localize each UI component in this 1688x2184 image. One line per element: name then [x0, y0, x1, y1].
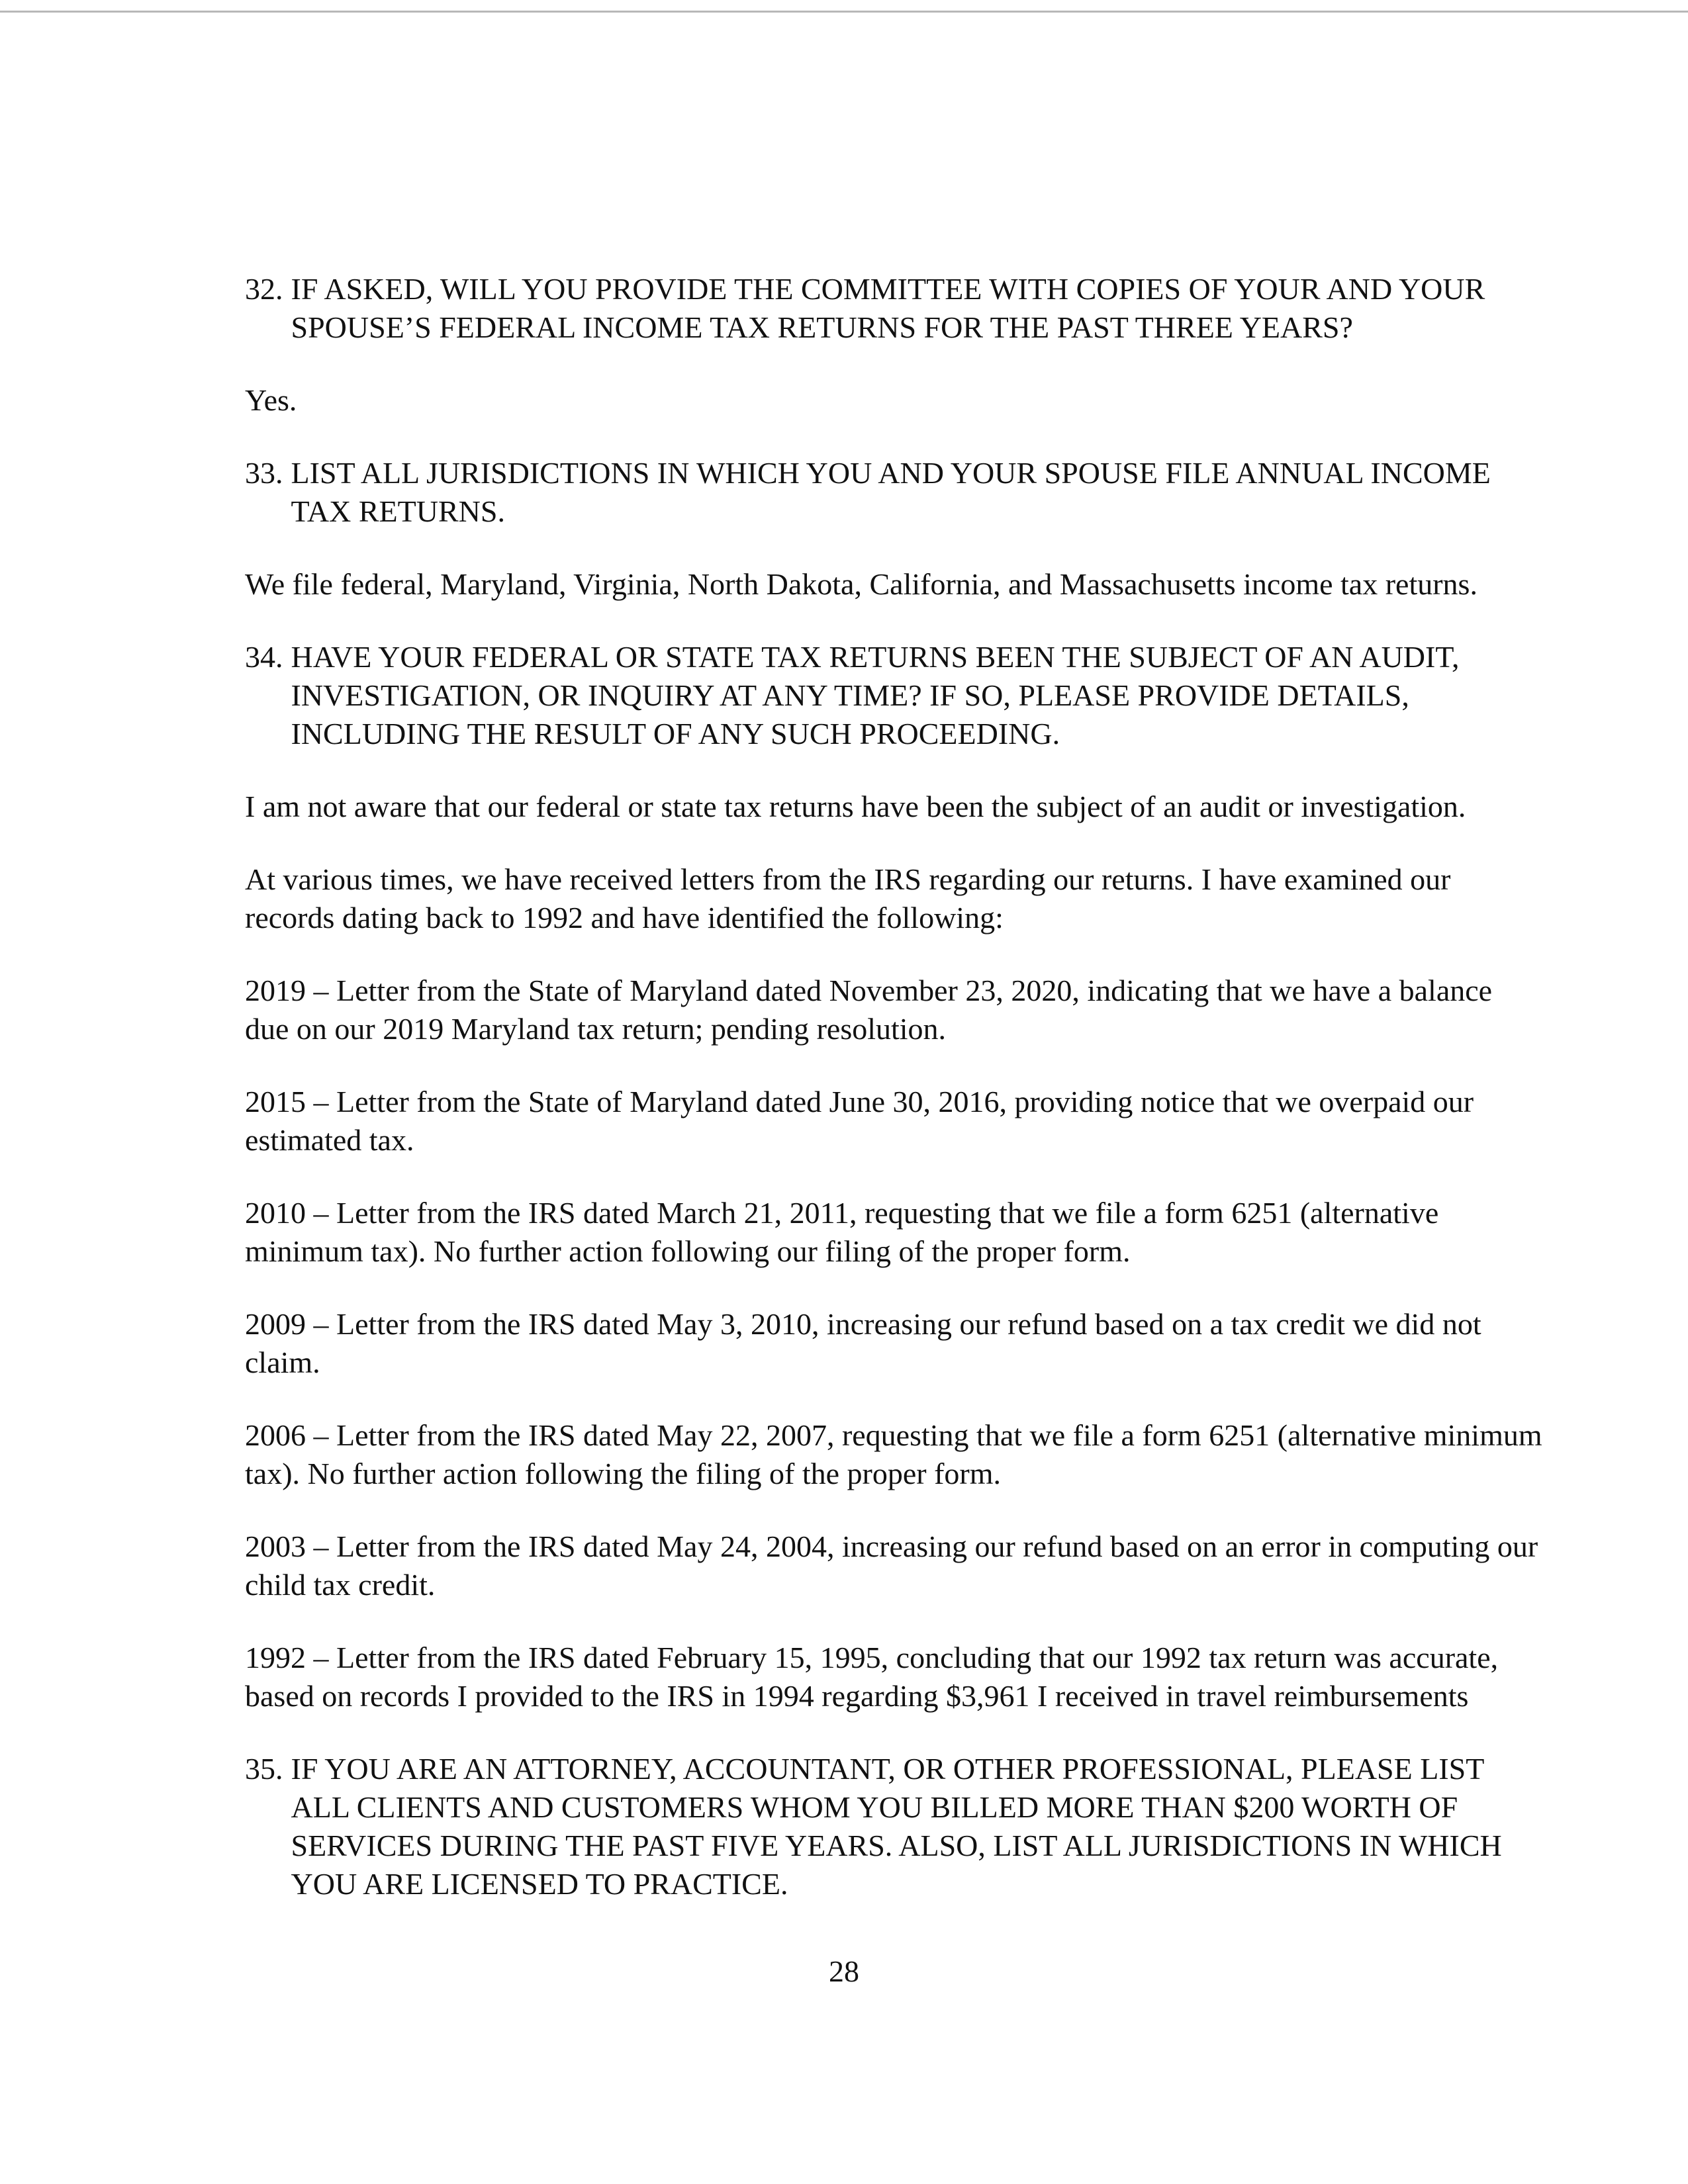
top-scan-rule [0, 11, 1688, 13]
page-number: 28 [829, 1954, 859, 1988]
question-number: 32. [245, 272, 283, 306]
question-33 [245, 454, 1542, 531]
letter-entry-2003: 2003 – Letter from the IRS dated May 24, 2004, increasing our refund based on an error in computing our child tax credit. [245, 1529, 1538, 1602]
letter-entry-1992: 1992 – Letter from the IRS dated February 15, 1995, concluding that our 1992 tax return was accurate, based on records I provided to the IRS in 1994 regarding $3,961 I received in travel reimbursements [245, 1641, 1499, 1713]
letter-entry-2006: 2006 – Letter from the IRS dated May 22, 2007, requesting that we file a form 6251 (alternative minimum tax). No further action following the filing of the proper form. [245, 1418, 1542, 1490]
letter-entry-2009: 2009 – Letter from the IRS dated May 3, 2010, increasing our refund based on a tax credit we did not claim. [245, 1307, 1481, 1379]
letter-entry-2010: 2010 – Letter from the IRS dated March 21, 2011, requesting that we file a form 6251 (alternative minimum tax). No further action following our filing of the proper form. [245, 1196, 1439, 1268]
question-text: IF ASKED, WILL YOU PROVIDE THE COMMITTEE WITH COPIES OF YOUR AND YOUR SPOUSE’S FEDERAL INCOME TAX RETURNS FOR THE PAST THREE YEARS? [291, 272, 1485, 344]
letter-entry-2015: 2015 – Letter from the State of Maryland dated June 30, 2016, providing notice that we overpaid our estimated tax. [245, 1085, 1474, 1157]
letter-entry-2019: 2019 – Letter from the State of Maryland dated November 23, 2020, indicating that we have a balance due on our 2019 Maryland tax return; pending resolution. [245, 974, 1493, 1046]
question-text: LIST ALL JURISDICTIONS IN WHICH YOU AND YOUR SPOUSE FILE ANNUAL INCOME TAX RETURNS. [291, 456, 1491, 528]
question-35 [245, 1750, 1542, 1903]
question-34 [245, 638, 1542, 753]
question-number: 33. [245, 456, 283, 490]
question-text: HAVE YOUR FEDERAL OR STATE TAX RETURNS BEEN THE SUBJECT OF AN AUDIT, INVESTIGATION, OR INQUIRY AT ANY TIME? IF SO, PLEASE PROVIDE DETAILS, INCLUDING THE RESULT OF ANY SUCH PROCEEDING. [291, 640, 1460, 751]
answer-32: Yes. [245, 383, 297, 417]
question-number: 35. [245, 1752, 283, 1786]
question-32 [245, 270, 1542, 347]
question-text: IF YOU ARE AN ATTORNEY, ACCOUNTANT, OR OTHER PROFESSIONAL, PLEASE LIST ALL CLIENTS AND CUSTOMERS WHOM YOU BILLED MORE THAN $200 WORTH OF SERVICES DURING THE PAST FIVE YEARS. ALSO, LIST ALL JURISDICTIONS IN WHICH YOU ARE LICENSED TO PRACTICE. [291, 1752, 1502, 1901]
question-number: 34. [245, 640, 283, 674]
answer-34-letters: At various times, we have received letters from the IRS regarding our returns. I have examined our records dating back to 1992 and have identified the following: [245, 862, 1451, 934]
answer-34-intro: I am not aware that our federal or state tax returns have been the subject of an audit or investigation. [245, 790, 1466, 823]
answer-33: We file federal, Maryland, Virginia, North Dakota, California, and Massachusetts income tax returns. [245, 567, 1477, 601]
document-body [245, 270, 1542, 1938]
